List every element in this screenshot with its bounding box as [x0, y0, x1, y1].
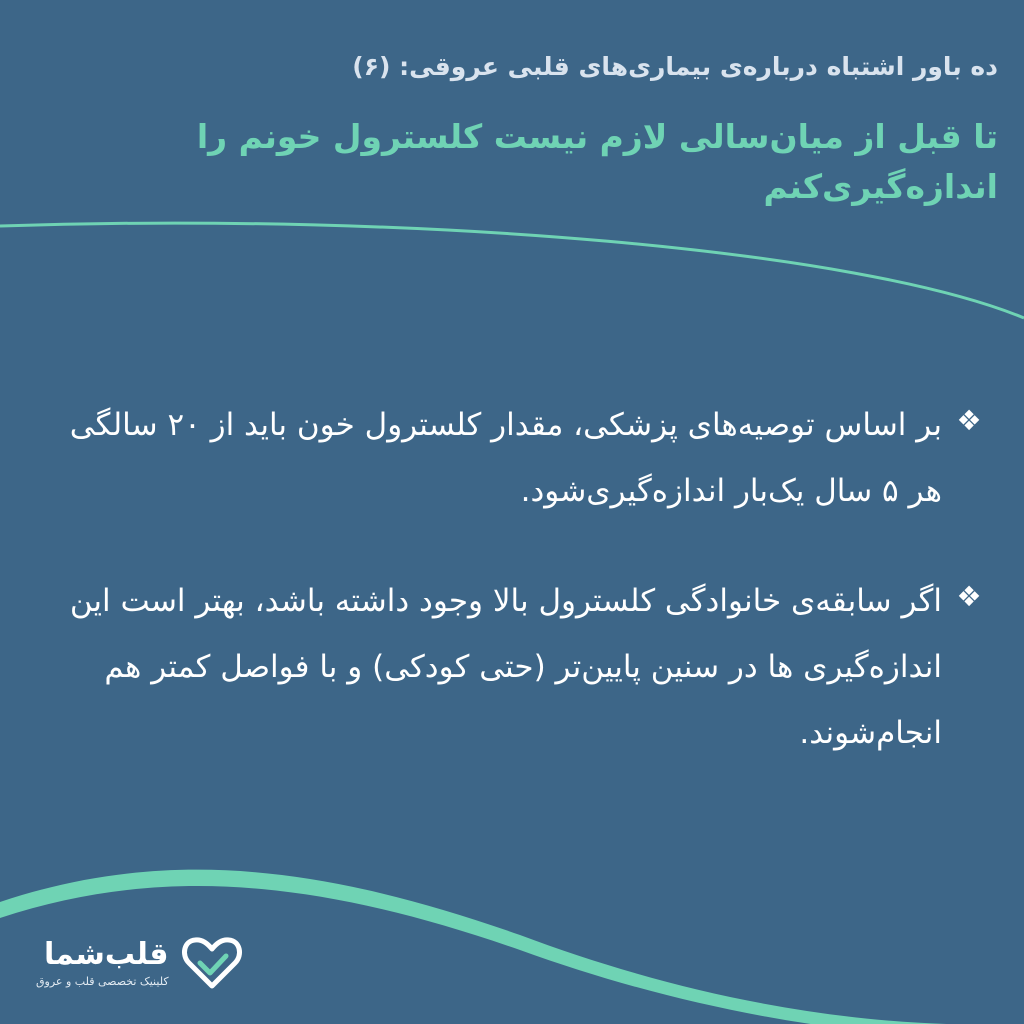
four-diamond-bullet-icon: ❖ [956, 404, 982, 437]
bullet-item-1 [60, 392, 986, 524]
page-title: تا قبل از میان‌سالی لازم نیست کلسترول خونم را اندازه‌گیری‌کنم [196, 117, 998, 206]
bullet-list [60, 392, 986, 810]
top-curve-line [0, 223, 1024, 318]
four-diamond-bullet-icon: ❖ [956, 580, 982, 613]
heart-check-logo-icon [179, 930, 245, 996]
brand-logo [36, 930, 266, 996]
bullet-text-1: بر اساس توصیه‌های پزشکی، مقدار کلسترول خون باید از ۲۰ سالگی هر ۵ سال یک‌بار اندازه‌گیری‌شود. [69, 407, 942, 509]
series-subtitle: ده باور اشتباه درباره‌ی بیماری‌های قلبی عروقی: (۶) [352, 52, 998, 81]
bullet-text-2: اگر سابقه‌ی خانوادگی کلسترول بالا وجود داشته باشد، بهتر است این اندازه‌گیری ها در سنین پایین‌تر (حتی کودکی) و با فواصل کمتر هم انجام‌شوند. [69, 583, 942, 751]
brand-name: قلب‌شما [44, 937, 169, 972]
brand-text [36, 936, 169, 990]
header [26, 40, 998, 212]
brand-tagline: کلینیک تخصصی قلب و عروق [36, 975, 169, 988]
bullet-item-2 [60, 568, 986, 766]
